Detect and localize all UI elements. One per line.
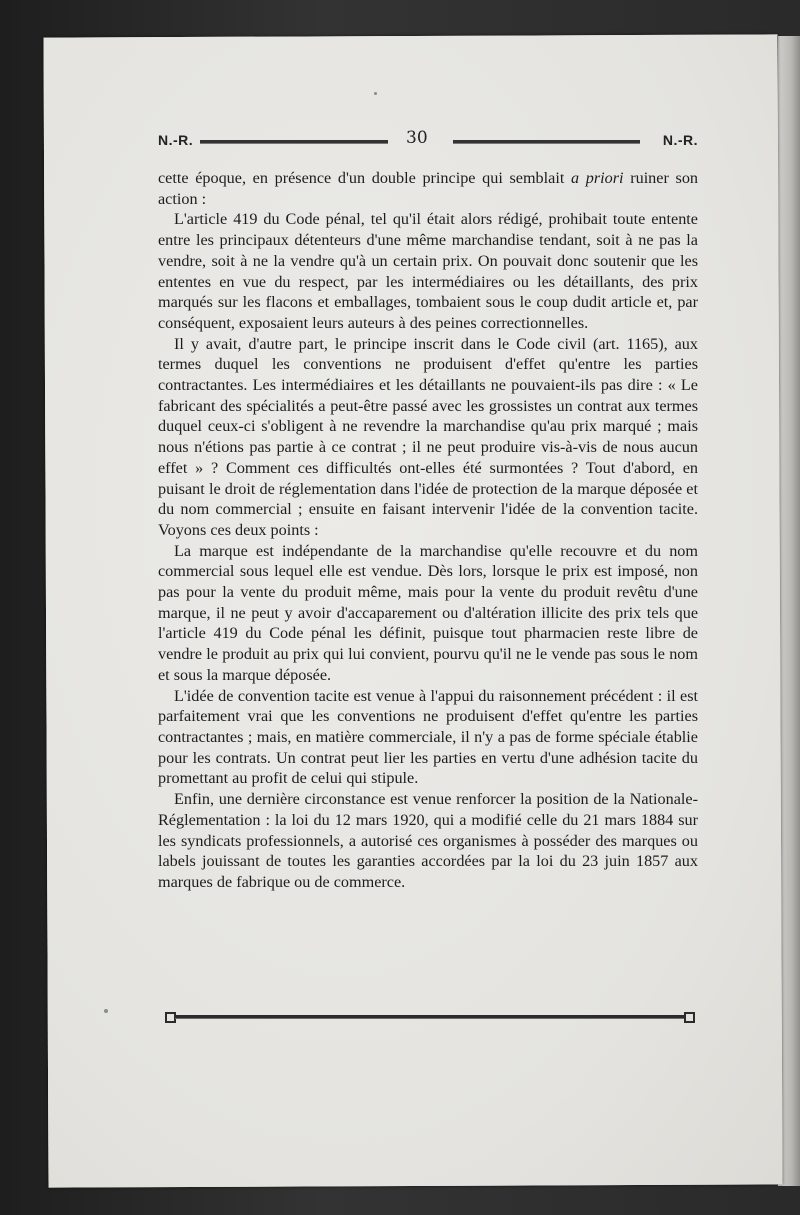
footer-ornament-rule	[165, 1011, 695, 1023]
paragraph-continuation	[158, 168, 698, 209]
rule-bar	[175, 1015, 685, 1019]
paragraph: L'idée de convention tacite est venue à l'appui du raisonnement précédent : il est parfaitement vrai que les conventions ne produisent d'effet qu'entre les parties contractantes ; mais, en matière commerciale, il n'y a pas de forme spéciale établie pour les contrats. Un contrat peut lier les parties en vertu d'une adhésion tacite du promettant au profit de celui qui stipule.	[158, 686, 698, 788]
p0-after: ruiner son action :	[158, 169, 699, 208]
header-right-mark: N.-R.	[662, 132, 698, 148]
paragraph: La marque est indépendante de la marchandise qu'elle recouvre et du nom commercial sous lequel elle est vendue. Dès lors, lorsque le prix est imposé, non pas pour la vente du produit même, mais pour la vente du produit revêtu d'une marque, il ne peut y avoir d'accaparement ou d'altération illicite des prix tels que l'article 419 du Code pénal les définit, puisque tout pharmacien reste libre de vendre le produit au prix qui lui convient, pourvu qu'il ne le vende pas sous le nom et sous la marque déposée.	[158, 541, 698, 684]
paper-speck	[104, 1009, 108, 1013]
paragraph: L'article 419 du Code pénal, tel qu'il était alors rédigé, prohibait toute entente entre les principaux détenteurs d'une même marchandise tendant, soit à ne pas la vendre, soit à ne la vendre qu'à un certain prix. On pouvait donc soutenir que les ententes en vue du respect, par les intermédiaires ou les détaillants, des prix marqués sur les flacons et emballages, tombaient sous le coup dudit article et, par conséquent, exposaient leurs auteurs à des peines correctionnelles.	[158, 210, 698, 332]
running-header	[158, 128, 698, 152]
paper-speck	[374, 92, 377, 95]
rule-end-cap-right	[684, 1012, 695, 1023]
page-number: 30	[406, 128, 428, 148]
header-left-rule	[200, 140, 388, 144]
p0-before: cette époque, en présence d'un double principe qui semblait	[158, 169, 571, 187]
body-text	[158, 168, 698, 893]
paragraph: Enfin, une dernière circonstance est venue renforcer la position de la Nationale-Réglementation : la loi du 12 mars 1920, qui a modifié celle du 21 mars 1884 sur les syndicats professionnels, a autorisé ces organismes à posséder des marques ou labels jouissant de toutes les garanties accordées par la loi du 23 juin 1857 aux marques de fabrique ou de commerce.	[158, 790, 698, 891]
header-left-mark: N.-R.	[158, 132, 194, 148]
header-right-rule	[453, 140, 640, 144]
paragraph: Il y avait, d'autre part, le principe inscrit dans le Code civil (art. 1165), aux termes duquel les conventions ne produisent d'effet qu'entre les parties contractantes. Les intermédiaires et les détaillants ne pouvaient-ils pas dire : « Le fabricant des spécialités a peut-être passé avec les grossistes un contrat aux termes duquel ceux-ci s'obligent à ne revendre la marchandise qu'au prix marqué ; mais nous n'étions pas partie à ce contrat ; il ne peut produire vis-à-vis de nous aucun effet » ? Comment ces difficultés ont-elles été surmontées ? Tout d'abord, en puisant le droit de réglementation dans l'idée de protection de la marque déposée et du nom commercial ; ensuite en faisant intervenir l'idée de la convention tacite. Voyons ces deux points :	[158, 334, 698, 539]
p0-italic: a priori	[571, 169, 624, 187]
